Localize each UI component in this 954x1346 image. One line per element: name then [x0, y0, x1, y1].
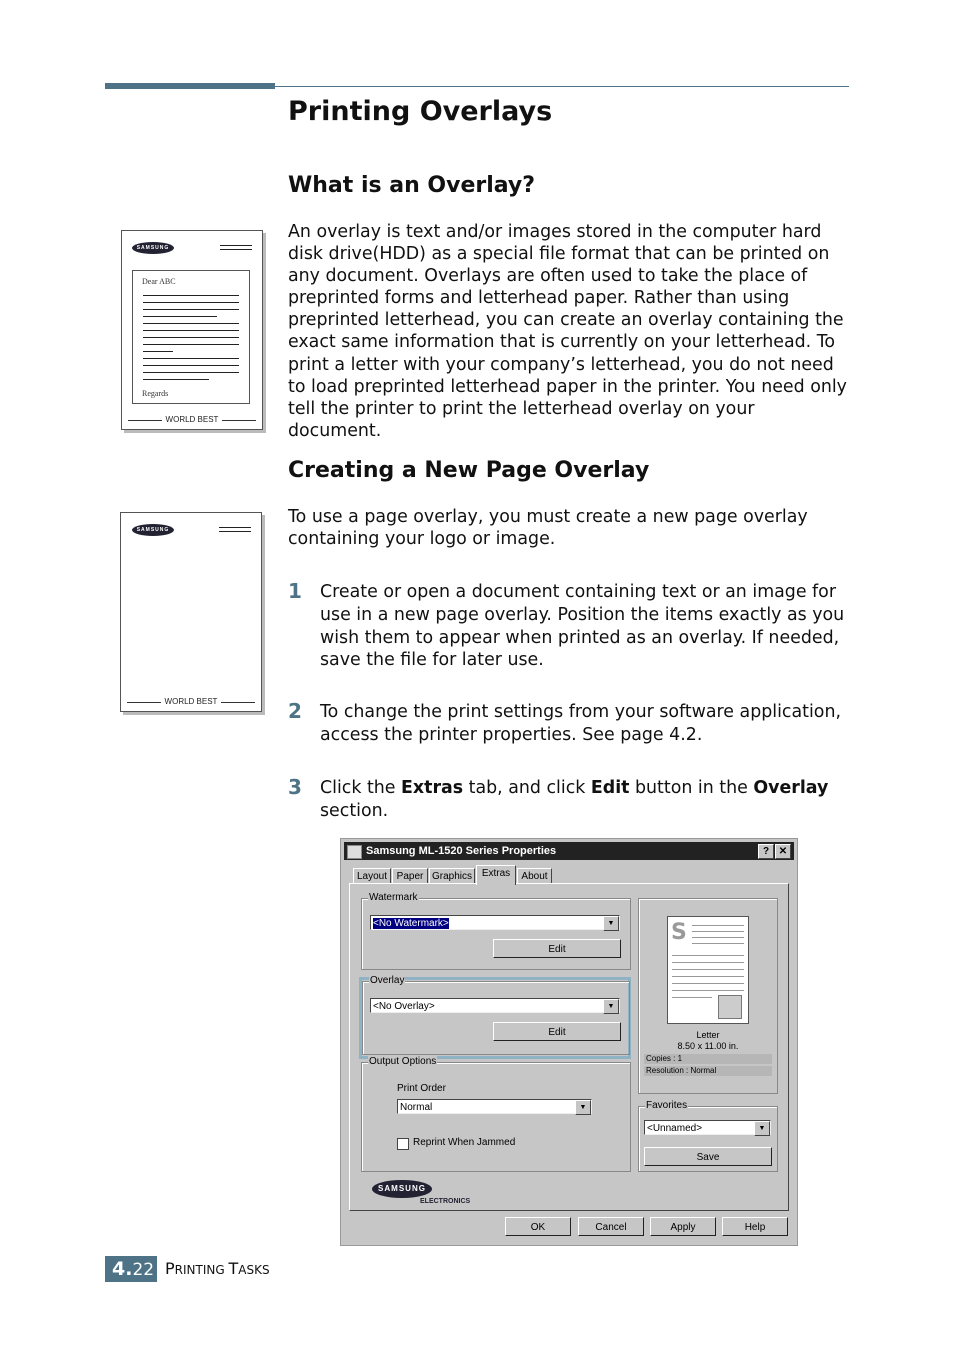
extras-panel	[349, 883, 789, 1211]
output-options-legend: Output Options	[369, 1056, 437, 1067]
chevron-down-icon[interactable]: ▼	[603, 999, 619, 1014]
help-button[interactable]: Help	[722, 1217, 788, 1236]
tab-graphics[interactable]: Graphics	[429, 868, 475, 884]
dialog-title: Samsung ML-1520 Series Properties	[366, 845, 557, 857]
overlay-edit-button[interactable]: Edit	[493, 1022, 621, 1041]
letterhead-document-thumbnail	[121, 230, 263, 430]
chevron-down-icon[interactable]: ▼	[754, 1121, 770, 1136]
chapter-title: PRINTING TASKS	[165, 1259, 270, 1278]
tab-layout[interactable]: Layout	[353, 868, 391, 884]
print-order-select[interactable]: Normal ▼	[397, 1099, 592, 1114]
ok-button[interactable]: OK	[505, 1217, 571, 1236]
samsung-logo: SAMSUNG	[132, 242, 174, 254]
preview-paper: Letter	[696, 1030, 720, 1040]
watermark-edit-button[interactable]: Edit	[493, 939, 621, 958]
thumbnail-footer-text: WORLD BEST	[165, 415, 219, 424]
preview-logo-letter: S	[671, 920, 687, 945]
chevron-down-icon[interactable]: ▼	[575, 1100, 591, 1115]
step-number: 3	[288, 775, 302, 799]
step-number: 1	[288, 579, 302, 603]
reprint-label: Reprint When Jammed	[413, 1137, 516, 1148]
step-text: To change the print settings from your software application, access the printer properties. See page 4.2.	[320, 702, 841, 745]
apply-button[interactable]: Apply	[650, 1217, 716, 1236]
samsung-brand-logo: SAMSUNG	[372, 1180, 432, 1198]
tab-about[interactable]: About	[517, 868, 552, 884]
printer-properties-dialog	[340, 838, 798, 1246]
page-title: Printing Overlays	[288, 96, 553, 127]
header-rule-accent	[105, 83, 275, 89]
page-preview	[667, 916, 749, 1024]
preview-size: 8.50 x 11.00 in.	[677, 1041, 739, 1051]
header-rule	[275, 86, 849, 87]
step-text: Click the Extras tab, and click Edit button in the Overlay section.	[320, 778, 829, 821]
section-heading-new-overlay: Creating a New Page Overlay	[288, 458, 650, 483]
tab-extras[interactable]: Extras	[476, 865, 516, 885]
page-number-badge: 4.22	[105, 1256, 157, 1282]
favorites-select[interactable]: <Unnamed> ▼	[644, 1120, 771, 1135]
tab-paper[interactable]: Paper	[392, 868, 428, 884]
watermark-select[interactable]: <No Watermark> ▼	[370, 915, 620, 930]
preview-group	[638, 898, 778, 1094]
new-overlay-intro: To use a page overlay, you must create a new page overlay containing your logo or image.	[288, 507, 808, 550]
blank-letterhead-thumbnail	[120, 512, 262, 712]
close-icon[interactable]: ✕	[775, 844, 791, 859]
favorites-legend: Favorites	[646, 1100, 688, 1111]
overlay-group	[362, 975, 630, 1055]
chevron-down-icon[interactable]: ▼	[603, 916, 619, 931]
letter-greeting: Dear ABC	[142, 277, 176, 286]
output-options-group	[361, 1056, 631, 1172]
reprint-checkbox[interactable]	[397, 1138, 409, 1150]
overlay-description: An overlay is text and/or images stored in the computer hard disk drive(HDD) as a special file format that can be printed on any document. Overlays are often used to take the place of preprinted forms and letterhead paper. Rather than using preprinted letterhead, you can create an overlay containing the exact same information that is currently on your letterhead. To print a letter with your company’s letterhead, you do not need to load preprinted letterhead paper in the printer. You need only tell the printer to print the letterhead overlay on your document.	[288, 222, 847, 441]
overlay-select[interactable]: <No Overlay> ▼	[370, 998, 620, 1013]
watermark-legend: Watermark	[369, 892, 418, 903]
samsung-logo: SAMSUNG	[132, 524, 174, 536]
section-heading-overlay: What is an Overlay?	[288, 173, 536, 198]
preview-copies: Copies : 1	[644, 1054, 772, 1064]
step-text: Create or open a document containing text or an image for use in a new page overlay. Position the items exactly as you wish them to appear when printed as an overlay. If needed, save the file for later use.	[320, 582, 845, 671]
preview-resolution: Resolution : Normal	[644, 1066, 772, 1076]
letter-body	[132, 270, 250, 404]
overlay-legend: Overlay	[370, 975, 405, 986]
favorites-save-button[interactable]: Save	[644, 1147, 772, 1166]
letter-closing: Regards	[142, 389, 169, 398]
brand-subtitle: ELECTRONICS	[420, 1198, 471, 1205]
step-number: 2	[288, 699, 302, 723]
dialog-titlebar	[344, 842, 794, 860]
watermark-group	[361, 892, 631, 970]
cancel-button[interactable]: Cancel	[578, 1217, 644, 1236]
help-title-button[interactable]: ?	[758, 844, 774, 859]
favorites-group	[638, 1100, 778, 1172]
print-order-label: Print Order	[397, 1083, 446, 1094]
preview-image-icon	[718, 995, 742, 1019]
thumbnail-footer-text: WORLD BEST	[164, 697, 218, 706]
printer-icon	[347, 845, 362, 859]
